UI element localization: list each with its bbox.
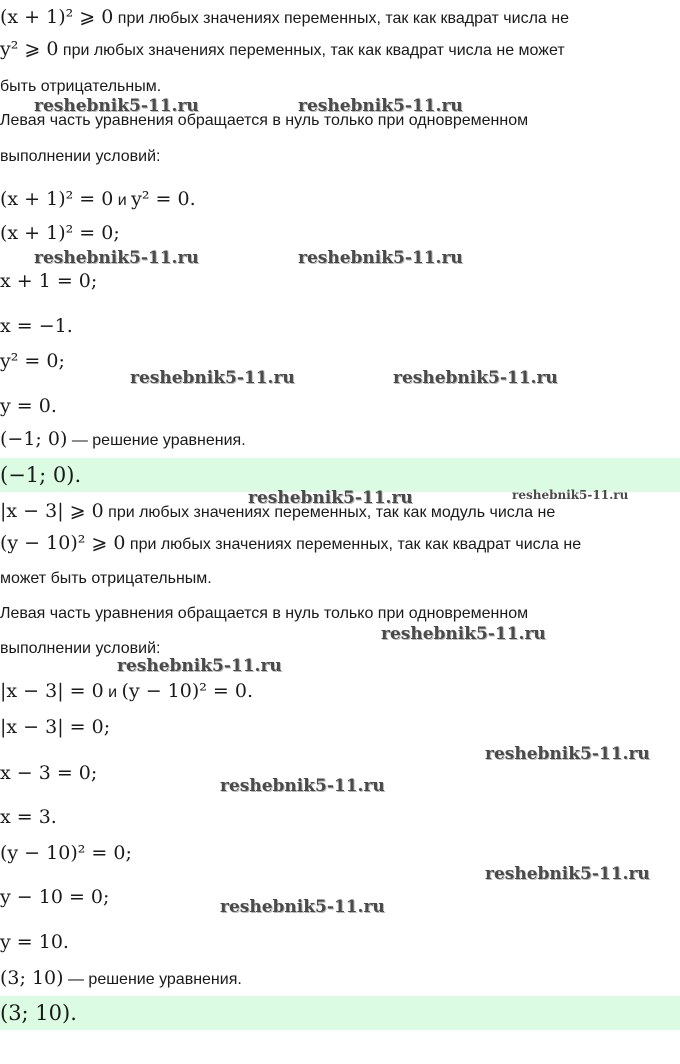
p2-line-1: [0, 500, 555, 524]
watermark: reshebnik5-11.ru: [130, 368, 295, 388]
watermark: reshebnik5-11.ru: [220, 897, 385, 917]
p1-solution-text: — решение уравнения.: [67, 432, 246, 449]
watermark: reshebnik5-11.ru: [485, 864, 650, 884]
p2-ineq2-text: при любых значениях переменных, так как квадрат числа не: [125, 536, 582, 553]
p2-line-3: может быть отрицательным.: [0, 570, 212, 587]
p1-line-3: быть отрицательным.: [0, 78, 162, 95]
p2-step-1: |x − 3| = 0;: [0, 716, 111, 738]
p1-line-2: [0, 38, 565, 62]
p2-answer-box: (3; 10).: [0, 996, 680, 1030]
p2-conditions: [0, 680, 253, 704]
watermark: reshebnik5-11.ru: [393, 368, 558, 388]
p1-ineq-text: при любых значениях переменных, так как квадрат числа не: [113, 10, 569, 27]
watermark: reshebnik5-11.ru: [34, 248, 199, 268]
p2-ineq-math: |x − 3| ⩾ 0: [0, 500, 104, 522]
watermark: reshebnik5-11.ru: [512, 488, 629, 502]
p2-step-3: x = 3.: [0, 806, 57, 828]
watermark: reshebnik5-11.ru: [298, 248, 463, 268]
p2-cond-a: |x − 3| = 0: [0, 680, 104, 702]
p1-step-2: x + 1 = 0;: [0, 270, 98, 292]
p2-ineq-text: при любых значениях переменных, так как модуль числа не: [103, 504, 556, 521]
p1-ineq2-text: при любых значениях переменных, так как квадрат числа не может: [58, 42, 565, 59]
watermark: reshebnik5-11.ru: [485, 744, 650, 764]
p1-ineq-math: (x + 1)² ⩾ 0: [0, 6, 114, 28]
p1-cond-b: y² = 0.: [131, 188, 196, 210]
p1-line-4: Левая часть уравнения обращается в нуль только при одновременном: [0, 112, 529, 129]
p1-solution-math: (−1; 0): [0, 428, 68, 450]
p2-solution-text: — решение уравнения.: [63, 971, 242, 988]
p1-conditions: [0, 188, 196, 212]
p2-line-5: выполнении условий:: [0, 640, 161, 657]
p1-cond-a: (x + 1)² = 0: [0, 188, 114, 210]
p2-cond-b: (y − 10)² = 0.: [121, 680, 254, 702]
p2-step-4: (y − 10)² = 0;: [0, 842, 132, 864]
watermark: reshebnik5-11.ru: [34, 96, 199, 116]
p1-solution: [0, 428, 246, 452]
p1-answer-box: (−1; 0).: [0, 458, 680, 492]
p1-cond-and: и: [113, 192, 132, 209]
p1-step-1: (x + 1)² = 0;: [0, 222, 120, 244]
p1-step-4: y² = 0;: [0, 350, 65, 372]
p2-cond-and: и: [103, 684, 122, 701]
p2-ineq2-math: (y − 10)² ⩾ 0: [0, 532, 126, 554]
p2-solution: [0, 967, 242, 991]
p2-step-2: x − 3 = 0;: [0, 762, 98, 784]
watermark: reshebnik5-11.ru: [298, 96, 463, 116]
p1-step-3: x = −1.: [0, 315, 73, 337]
p1-line-5: выполнении условий:: [0, 148, 161, 165]
p2-solution-math: (3; 10): [0, 967, 64, 989]
p2-step-5: y − 10 = 0;: [0, 886, 110, 908]
p1-line-1: [0, 6, 569, 30]
p1-ineq2-math: y² ⩾ 0: [0, 38, 59, 60]
watermark: reshebnik5-11.ru: [248, 488, 413, 508]
p2-line-4: Левая часть уравнения обращается в нуль только при одновременном: [0, 605, 529, 622]
watermark: reshebnik5-11.ru: [381, 624, 546, 644]
p2-step-6: y = 10.: [0, 931, 69, 953]
p1-step-5: y = 0.: [0, 395, 57, 417]
watermark: reshebnik5-11.ru: [117, 656, 282, 676]
p2-line-2: [0, 532, 581, 556]
watermark: reshebnik5-11.ru: [220, 776, 385, 796]
